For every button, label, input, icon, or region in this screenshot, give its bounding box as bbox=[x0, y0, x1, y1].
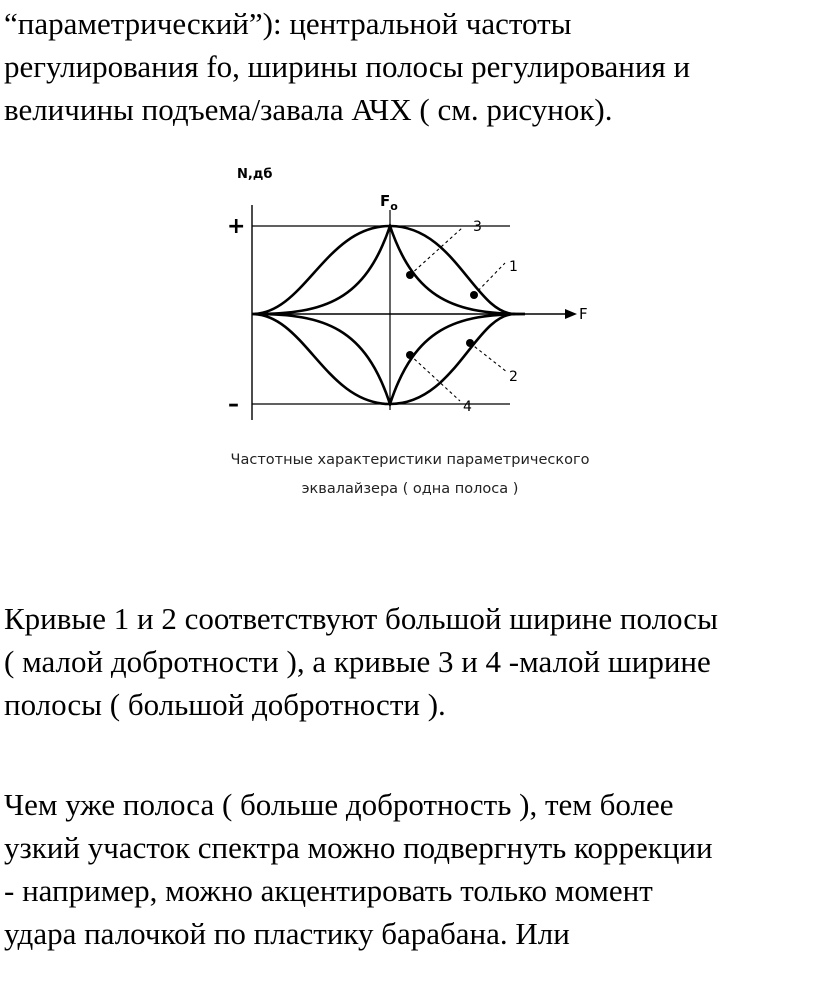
leader-4 bbox=[410, 355, 460, 401]
curve-2 bbox=[252, 314, 515, 404]
figure-caption-line-2: эквалайзера ( одна полоса ) bbox=[301, 481, 519, 497]
y-axis-label: N,дб bbox=[237, 167, 273, 182]
curve-label-3: 3 bbox=[473, 219, 482, 235]
center-frequency-label: $F_o$ bbox=[380, 192, 398, 213]
curve-label-2: 2 bbox=[509, 369, 518, 385]
figure-caption-line-1: Частотные характеристики параметрического bbox=[230, 452, 590, 468]
paragraph-curves: Кривые 1 и 2 соответствуют большой ширине полосы ( малой добротности ), а кривые 3 и 4 -малой ширине полосы ( большой добротности ). bbox=[4, 601, 718, 722]
x-axis-arrow-icon bbox=[565, 309, 577, 319]
leader-3 bbox=[410, 228, 462, 275]
minus-label: – bbox=[228, 392, 239, 417]
plus-label: + bbox=[227, 214, 246, 239]
x-axis-label: F bbox=[579, 305, 588, 323]
curve-label-4: 4 bbox=[463, 399, 472, 415]
paragraph-narrow-band: Чем уже полоса ( больше добротность ), тем более узкий участок спектра можно подвергнуть коррекции - например, можно акцентировать только момент удара палочкой по пластику барабана. Или bbox=[4, 787, 713, 951]
leader-2 bbox=[470, 343, 507, 372]
intro-paragraph: “параметрический”): центральной частоты регулирования fo, ширины полосы регулирования и величины подъема/завала АЧХ ( см. рисунок). bbox=[4, 6, 691, 127]
leader-1 bbox=[474, 263, 505, 295]
curve-1 bbox=[252, 226, 515, 314]
curve-label-1: 1 bbox=[509, 259, 518, 275]
